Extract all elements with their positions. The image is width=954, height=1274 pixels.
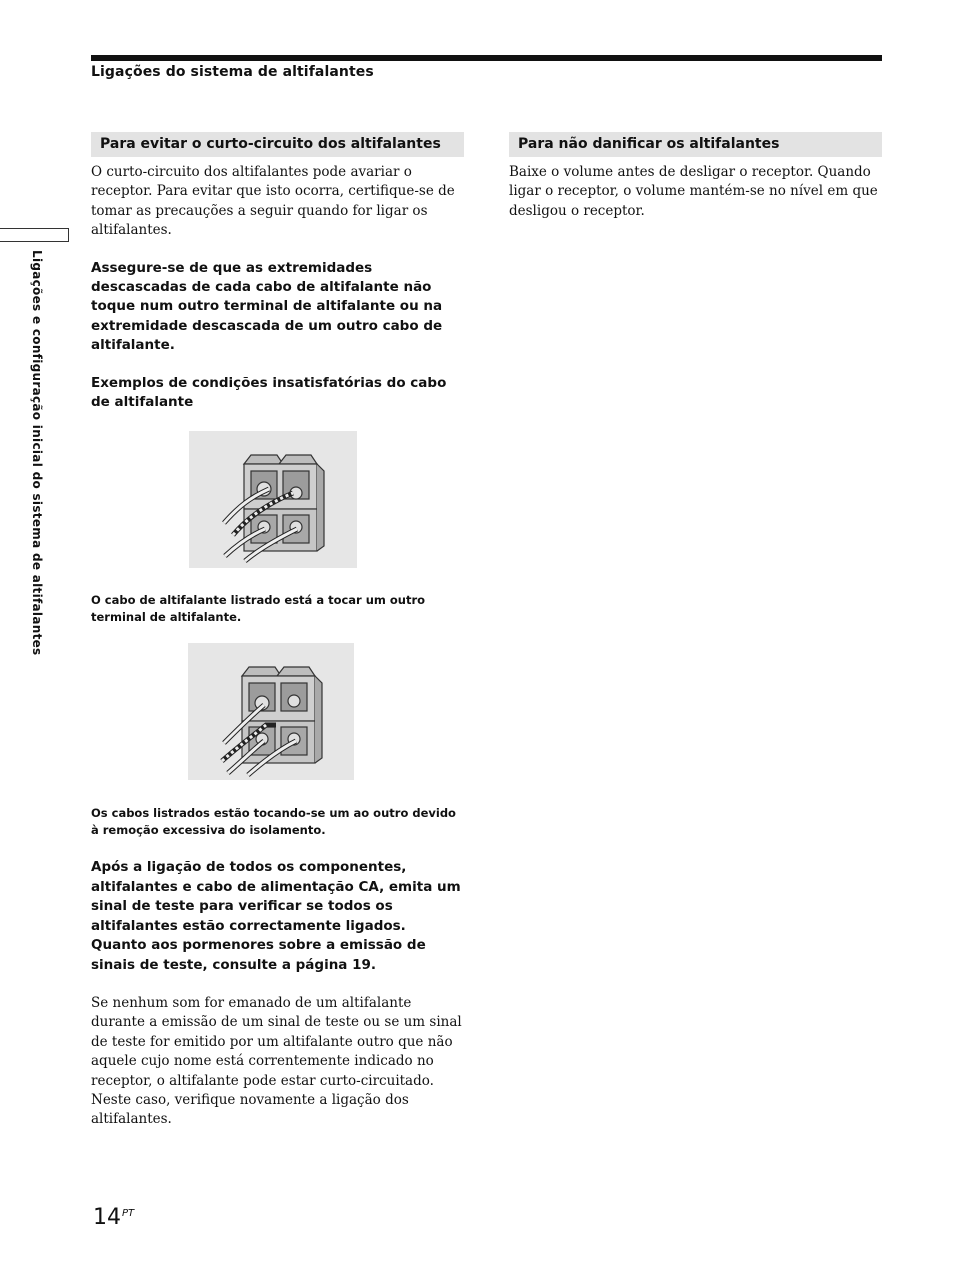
after-connection-paragraph: Após a ligação de todos os componentes, altifalantes e cabo de alimentação CA, emita um sinal de teste para verificar se todos os altifalantes estão correctamente ligados. Quanto aos pormenores sobre a emissão de sinais de teste, consulte a página 19. xyxy=(91,859,461,973)
side-tab-text: Ligações e configuração inicial do sistema de altifalantes xyxy=(30,250,44,656)
speaker-terminal-icon xyxy=(189,431,357,568)
page-number xyxy=(93,1205,134,1230)
figure-terminal-contact xyxy=(189,431,357,568)
intro-paragraph: O curto-circuito dos altifalantes pode avariar o receptor. Para evitar que isto ocorra, certifique-se de tomar as precauções a seguir quando for ligar os altifalantes. xyxy=(91,164,455,239)
section-title-short-circuit: Para evitar o curto-circuito dos altifalantes xyxy=(91,132,464,157)
right-column xyxy=(509,132,882,221)
page-number-value: 14 xyxy=(93,1205,121,1230)
speaker-terminal-icon xyxy=(188,643,354,780)
page-header: Ligações do sistema de altifalantes xyxy=(91,64,374,80)
warning-paragraph: Assegure-se de que as extremidades descascadas de cada cabo de altifalante não toque num outro terminal de altifalante ou na extremidade descascada de um outro cabo de altifalante. xyxy=(91,259,443,354)
side-tab-marker xyxy=(0,228,69,242)
section-title-no-damage: Para não danificar os altifalantes xyxy=(509,132,882,157)
page-number-suffix: PT xyxy=(122,1208,135,1219)
no-sound-paragraph: Se nenhum som for emanado de um altifalante durante a emissão de um sinal de teste ou se um sinal de teste for emitido por um altifalante outro que não aquele cujo nome está correntemente indicado no receptor, o altifalante pode estar curto-circuitado. Neste caso, verifique novamente a ligação dos altifalantes. xyxy=(91,994,462,1128)
left-column xyxy=(91,132,464,1130)
examples-heading: Exemplos de condições insatisfatórias do cabo de altifalante xyxy=(91,374,447,411)
caption-terminal-contact: O cabo de altifalante listrado está a tocar um outro terminal de altifalante. xyxy=(91,593,426,624)
caption-wires-touching: Os cabos listrados estão tocando-se um ao outro devido à remoção excessiva do isolamento. xyxy=(91,806,456,837)
top-rule xyxy=(91,55,882,61)
no-damage-paragraph: Baixe o volume antes de desligar o receptor. Quando ligar o receptor, o volume mantém-se no nível em que desligou o receptor. xyxy=(509,164,878,219)
figure-wires-touching xyxy=(188,643,354,780)
